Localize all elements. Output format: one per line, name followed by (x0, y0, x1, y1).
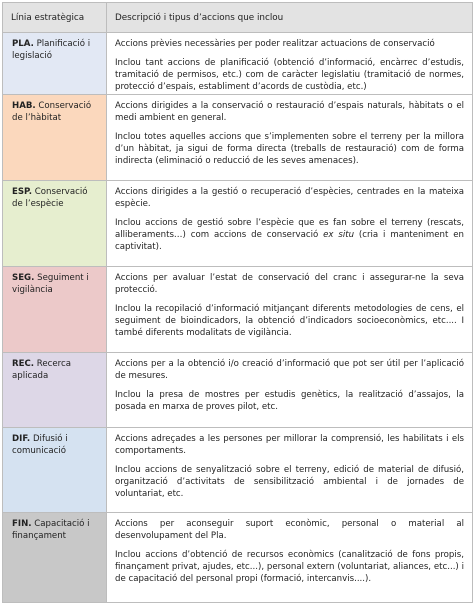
row-dif (3, 428, 473, 513)
description-cell (107, 181, 473, 267)
line-name: Planificació i legislació (12, 39, 91, 62)
text-part: Inclou accions de gestió sobre l’espècie que es fan sobre el terreny (rescats, alliberaments…) com accions de conservació (115, 218, 464, 241)
line-name-cell (3, 353, 107, 428)
description-paragraph: Accions per avaluar l’estat de conservació del cranc i assegurar-ne la seva protecció. (115, 273, 464, 296)
line-code: SEG. (12, 273, 35, 283)
row-rec (3, 353, 473, 428)
description-detail (115, 217, 464, 253)
description-detail: Inclou la recopilació d’informació mitjançant diferents metodologies de cens, el seguiment de bioindicadors, la obtenció d’indicadors socioeconòmics, etc.... I també diferents modalitats de vigilància. (115, 304, 464, 339)
description-cell (107, 95, 473, 181)
line-name: Recerca aplicada (12, 359, 72, 382)
line-name-cell (3, 267, 107, 353)
description-cell (107, 267, 473, 353)
description-detail: Inclou accions d’obtenció de recursos econòmics (canalització de fons propis, finançament privat, ajudes, etc...), personal extern (voluntariat, aliances, etc...) i de capacitació del personal propi (formació, intercanvis....). (115, 550, 464, 585)
line-code: ESP. (12, 187, 33, 197)
description-detail: Inclou tant accions de planificació (obtenció d’informació, encàrrec d’estudis, tramitació de permisos, etc.) com de caràcter legislatiu (tramitació de normes, protecció d’espais, establiment d’acords de custòdia, etc.) (115, 58, 464, 93)
description-paragraph: Accions dirigides a la conservació o restauració d’espais naturals, hàbitats o el medi ambient en general. (115, 101, 464, 124)
line-name: Capacitació i finançament (12, 519, 90, 542)
italic-term: ex situ (323, 230, 355, 241)
line-code: DIF. (12, 434, 31, 444)
row-esp (3, 181, 473, 267)
line-code: HAB. (12, 101, 36, 111)
description-paragraph: Accions prèvies necessàries per poder realitzar actuacions de conservació (115, 39, 435, 49)
description-cell (107, 353, 473, 428)
text-part: (cria i manteniment en captivitat). (115, 230, 464, 253)
description-paragraph: Accions dirigides a la gestió o recuperació d’espècies, centrades en la mateixa espècie. (115, 187, 464, 210)
line-code: PLA. (12, 39, 34, 49)
line-name: Conservació de l’espècie (12, 187, 88, 210)
row-seg (3, 267, 473, 353)
description-paragraph: Accions per a la obtenció i/o creació d’informació que pot ser útil per l’aplicació de mesures. (115, 359, 464, 382)
row-hab (3, 95, 473, 181)
line-code: REC. (12, 359, 35, 369)
line-name: Difusió i comunicació (12, 434, 68, 457)
description-cell (107, 428, 473, 513)
table-header-row (3, 3, 473, 33)
line-name: Conservació de l’hàbitat (12, 101, 92, 124)
description-cell (107, 33, 473, 95)
header-strategic-line: Línia estratègica (3, 3, 107, 33)
header-description: Descripció i tipus d’accions que inclou (107, 3, 473, 33)
line-code: FIN. (12, 519, 32, 529)
line-name-cell (3, 428, 107, 513)
description-paragraph: Accions per aconseguir suport econòmic, personal o material al desenvolupament del Pla. (115, 519, 464, 542)
description-detail: Inclou la presa de mostres per estudis genètics, la realització d’assajos, la posada en marxa de proves pilot, etc. (115, 390, 464, 413)
line-name: Seguiment i vigilància (12, 273, 89, 296)
description-detail: Inclou totes aquelles accions que s’implementen sobre el terreny per la millora d’un hàbitat, ja sigui de forma directa (treballs de restauració) com de forma indirecta (eliminació o reducció de les seves amenaces). (115, 132, 464, 167)
row-fin (3, 513, 473, 603)
line-name-cell (3, 181, 107, 267)
row-pla (3, 33, 473, 95)
strategic-lines-table (2, 2, 473, 603)
description-detail: Inclou accions de senyalització sobre el terreny, edició de material de difusió, organització d’activitats de sensibilització ambiental i de jornades de voluntariat, etc. (115, 465, 464, 500)
description-cell (107, 513, 473, 603)
line-name-cell (3, 95, 107, 181)
description-paragraph: Accions adreçades a les persones per millorar la comprensió, les habilitats i els comportaments. (115, 434, 464, 457)
line-name-cell (3, 513, 107, 603)
line-name-cell (3, 33, 107, 95)
